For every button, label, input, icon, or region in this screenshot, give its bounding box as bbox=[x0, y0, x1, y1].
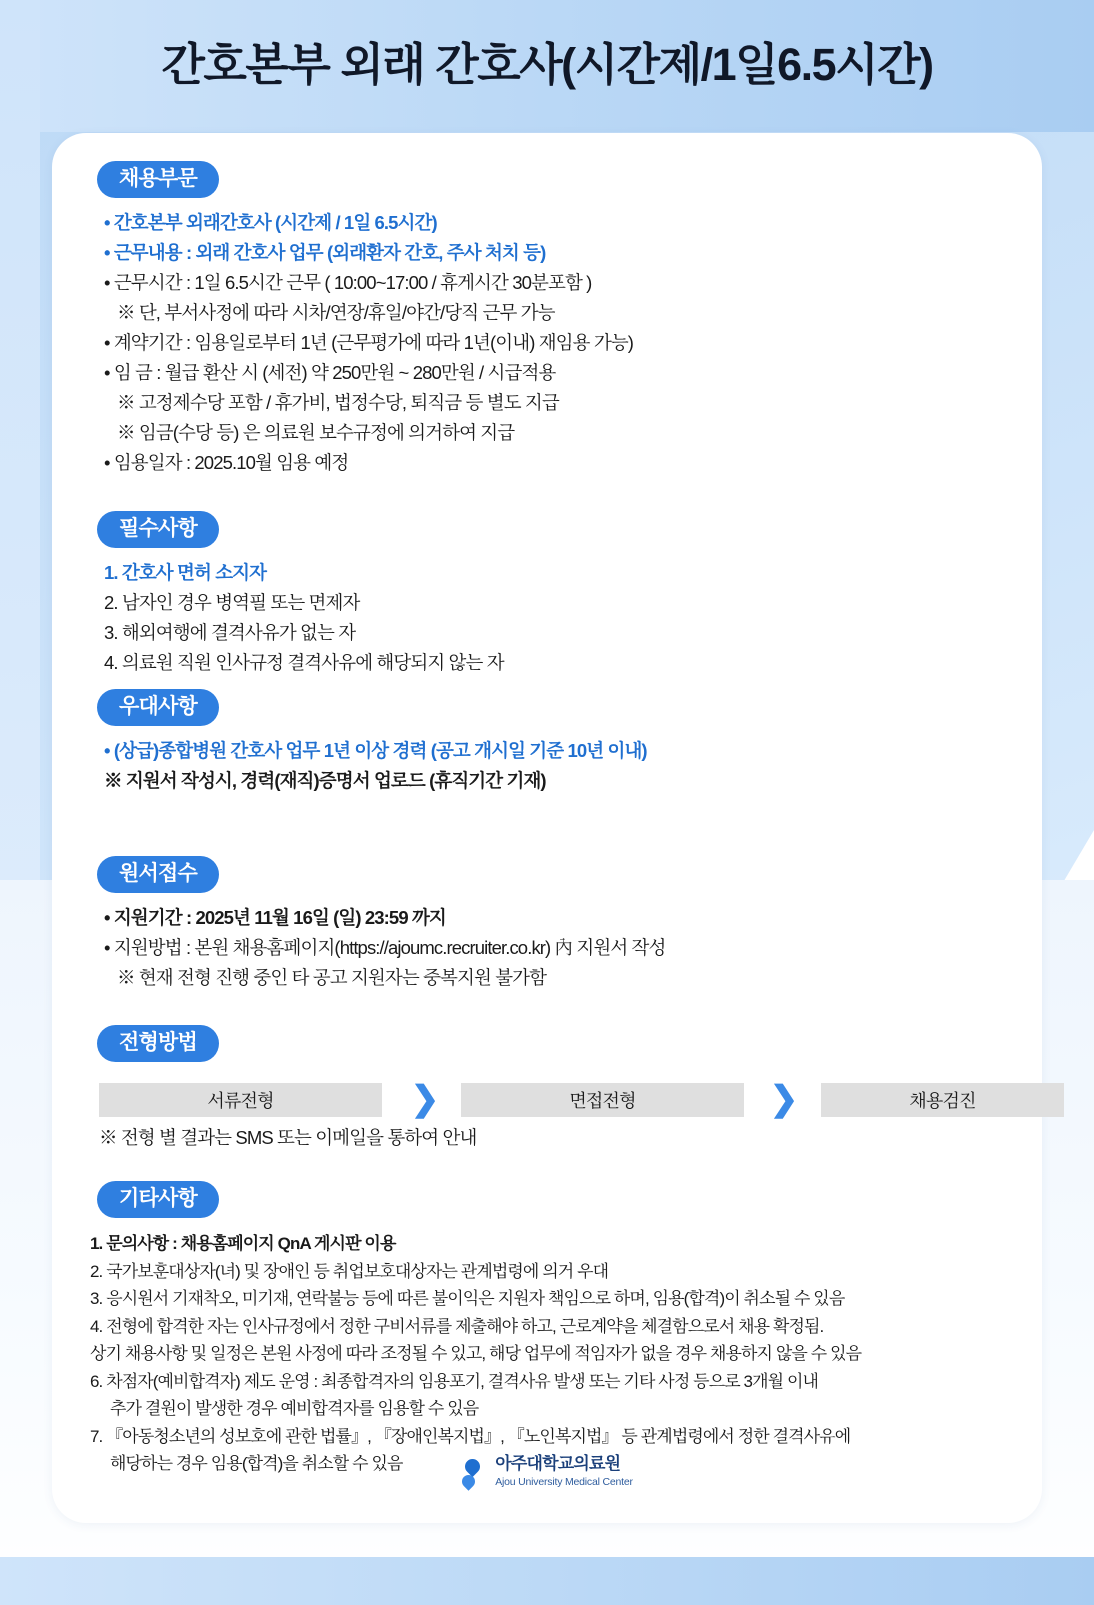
page-title: 간호본부 외래 간호사(시간제/1일6.5시간) bbox=[161, 39, 933, 90]
chevron-right-icon: ❯ bbox=[410, 1080, 440, 1118]
recruit-line-2: • 근무내용 : 외래 간호사 업무 (외래환자 간호, 주사 처치 등) bbox=[104, 241, 546, 263]
required-line-1: 1. 간호사 면허 소지자 bbox=[104, 562, 267, 583]
recruit-line-7: ※ 고정제수당 포함 / 휴가비, 법정수당, 퇴직금 등 별도 지급 bbox=[117, 391, 559, 413]
recruit-line-1: • 간호본부 외래간호사 (시간제 / 1일 6.5시간) bbox=[104, 212, 437, 233]
application-line-1: • 지원기간 : 2025년 11월 16일 (일) 23:59 까지 bbox=[104, 907, 446, 928]
etc-line-3: 3. 응시원서 기재착오, 미기재, 연락불능 등에 따른 불이익은 지원자 책임으로 하며, 임용(합격)이 취소될 수 있음 bbox=[90, 1289, 845, 1309]
recruit-line-5: • 계약기간 : 임용일로부터 1년 (근무평가에 따라 1년(이내) 재임용 가능) bbox=[104, 331, 634, 353]
section-body-recruit bbox=[104, 208, 1004, 478]
footer-logo-korean: 아주대학교의료원 bbox=[495, 1454, 621, 1473]
application-line-2: • 지원방법 : 본원 채용홈페이지(https://ajoumc.recruiter.co.kr) 內 지원서 작성 bbox=[104, 936, 666, 958]
footer-logo-inner bbox=[461, 1455, 633, 1489]
etc-line-8: 7. 『아동청소년의 성보호에 관한 법률』, 『장애인복지법』, 『노인복지법』 등 관계법령에서 정한 결격사유에 bbox=[90, 1426, 851, 1446]
section-body-application bbox=[104, 903, 1004, 993]
section-heading-recruit bbox=[97, 161, 219, 198]
etc-line-1: 1. 문의사항 : 채용홈페이지 QnA 게시판 이용 bbox=[90, 1234, 396, 1253]
section-heading-preferred bbox=[97, 689, 219, 726]
etc-line-6: 6. 차점자(예비합격자) 제도 운영 : 최종합격자의 임용포기, 결격사유 발생 또는 기타 사정 등으로 3개월 이내 bbox=[90, 1371, 819, 1391]
footer-logo bbox=[0, 1455, 1094, 1490]
background-bottom-band bbox=[0, 1557, 1094, 1605]
section-heading-application bbox=[97, 856, 219, 893]
recruit-line-9: • 임용일자 : 2025.10월 임용 예정 bbox=[104, 451, 349, 473]
section-heading-recruit-label: 채용부문 bbox=[97, 161, 219, 198]
process-step-1: 서류전형 bbox=[99, 1083, 382, 1117]
section-heading-required-label: 필수사항 bbox=[97, 511, 219, 548]
process-note bbox=[99, 1123, 999, 1153]
etc-line-5: 상기 채용사항 및 일정은 본원 사정에 따라 조정될 수 있고, 해당 업무에 적임자가 없을 경우 채용하지 않을 수 있음 bbox=[90, 1344, 862, 1364]
chevron-right-icon-2: ❯ bbox=[769, 1080, 799, 1118]
process-note-line: ※ 전형 별 결과는 SMS 또는 이메일을 통하여 안내 bbox=[99, 1127, 477, 1148]
required-line-3: 3. 해외여행에 결격사유가 없는 자 bbox=[104, 621, 356, 643]
section-heading-etc bbox=[97, 1181, 219, 1218]
section-heading-process-label: 전형방법 bbox=[97, 1025, 219, 1062]
recruit-line-3: • 근무시간 : 1일 6.5시간 근무 ( 10:00~17:00 / 휴게시간 30분포함 ) bbox=[104, 271, 592, 293]
preferred-line-1: • (상급)종합병원 간호사 업무 1년 이상 경력 (공고 개시일 기준 10년 이내) bbox=[104, 740, 647, 761]
water-drop-icon bbox=[461, 1459, 487, 1493]
process-step-3: 채용검진 bbox=[821, 1083, 1064, 1117]
etc-line-2: 2. 국가보훈대상자(녀) 및 장애인 등 취업보호대상자는 관계법령에 의거 우대 bbox=[90, 1261, 609, 1281]
section-heading-etc-label: 기타사항 bbox=[97, 1181, 219, 1218]
etc-line-9: 해당하는 경우 임용(합격)을 취소할 수 있음 bbox=[110, 1454, 403, 1474]
footer-logo-english: Ajou University Medical Center bbox=[495, 1475, 633, 1488]
content-card bbox=[52, 133, 1042, 1523]
recruit-line-8: ※ 임금(수당 등) 은 의료원 보수규정에 의거하여 지급 bbox=[117, 421, 515, 443]
process-flow bbox=[99, 1080, 1019, 1118]
recruit-line-6: • 임 금 : 월급 환산 시 (세전) 약 250만원 ~ 280만원 / 시급적용 bbox=[104, 361, 556, 383]
etc-line-4: 4. 전형에 합격한 자는 인사규정에서 정한 구비서류를 제출해야 하고, 근로계약을 체결함으로서 채용 확정됨. bbox=[90, 1316, 824, 1336]
section-body-etc bbox=[90, 1230, 1030, 1478]
process-step-2: 면접전형 bbox=[461, 1083, 744, 1117]
preferred-line-2: ※ 지원서 작성시, 경력(재직)증명서 업로드 (휴직기간 기재) bbox=[104, 769, 546, 791]
content-inner bbox=[52, 133, 1042, 1523]
section-heading-process bbox=[97, 1025, 219, 1062]
section-heading-required bbox=[97, 511, 219, 548]
section-body-preferred bbox=[104, 736, 1004, 796]
section-heading-preferred-label: 우대사항 bbox=[97, 689, 219, 726]
recruit-line-4: ※ 단, 부서사정에 따라 시차/연장/휴일/야간/당직 근무 가능 bbox=[117, 301, 555, 323]
required-line-4: 4. 의료원 직원 인사규정 결격사유에 해당되지 않는 자 bbox=[104, 651, 504, 673]
etc-line-7: 추가 결원이 발생한 경우 예비합격자를 임용할 수 있음 bbox=[110, 1399, 479, 1419]
section-heading-application-label: 원서접수 bbox=[97, 856, 219, 893]
application-line-3: ※ 현재 전형 진행 중인 타 공고 지원자는 중복지원 불가함 bbox=[117, 966, 547, 988]
section-body-required bbox=[104, 558, 1004, 678]
required-line-2: 2. 남자인 경우 병역필 또는 면제자 bbox=[104, 591, 360, 613]
